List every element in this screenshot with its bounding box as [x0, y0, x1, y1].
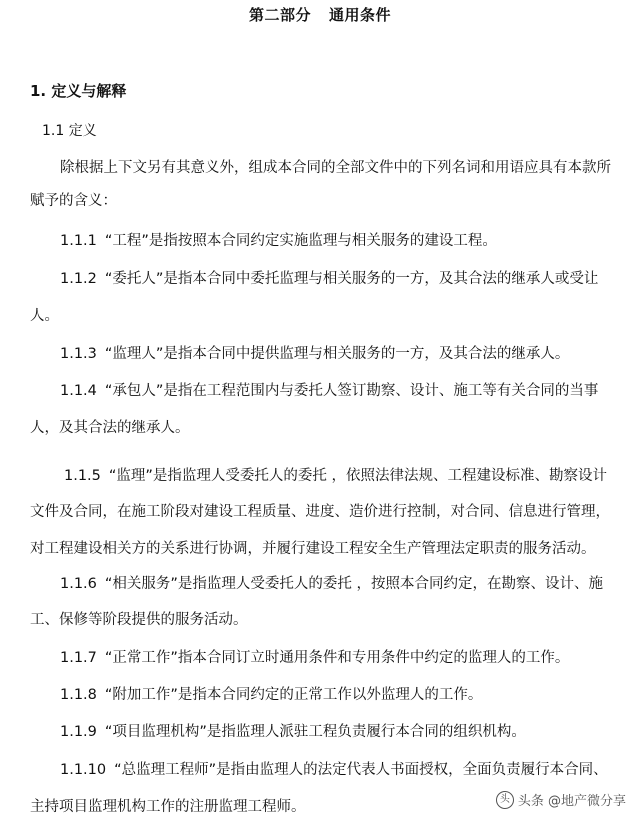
item-number: 1.1.2	[60, 271, 97, 287]
item-text: “工程”是指按照本合同约定实施监理与相关服务的建设工程。	[104, 233, 497, 249]
watermark	[496, 790, 626, 809]
item-number: 1.1.8	[60, 687, 97, 703]
definition-item-2	[60, 267, 598, 288]
part-title: 通用条件	[329, 6, 392, 24]
definition-item-4	[60, 379, 598, 400]
watermark-text: 头条 @地产微分享	[517, 794, 626, 809]
item-number: 1.1.5	[64, 468, 101, 484]
definition-item-5-cont-2: 对工程建设相关方的关系进行协调，并履行建设工程安全生产管理法定职责的服务活动。	[30, 541, 596, 557]
definition-item-10	[60, 758, 608, 779]
item-text: “项目监理机构”是指监理人派驻工程负责履行本合同的组织机构。	[104, 724, 526, 740]
item-text: “总监理工程师”是指由监理人的法定代表人书面授权，全面负责履行本合同、	[114, 762, 608, 778]
item-text: “监理人”是指本合同中提供监理与相关服务的一方，及其合法的继承人。	[104, 346, 570, 362]
item-number: 1.1.9	[60, 724, 97, 740]
item-number: 1.1.7	[60, 650, 97, 666]
headline-logo-icon: 头	[496, 791, 514, 809]
intro-line-1: 除根据上下文另有其意义外，组成本合同的全部文件中的下列名词和用语应具有本款所	[60, 160, 611, 176]
part-heading	[0, 4, 640, 25]
item-number: 1.1.4	[60, 383, 97, 399]
definition-item-9	[60, 720, 526, 741]
definition-item-6-cont: 工、保修等阶段提供的服务活动。	[30, 612, 248, 628]
definition-item-5	[64, 464, 607, 485]
part-number: 第二部分	[248, 6, 311, 24]
item-text: “委托人”是指本合同中委托监理与相关服务的一方，及其合法的继承人或受让	[104, 271, 599, 287]
item-number: 1.1.3	[60, 346, 97, 362]
definition-item-2-cont: 人。	[30, 308, 59, 324]
intro-line-2: 赋予的含义：	[30, 193, 117, 209]
item-text: “附加工作”是指本合同约定的正常工作以外监理人的工作。	[104, 687, 483, 703]
item-text: “正常工作”指本合同订立时通用条件和专用条件中约定的监理人的工作。	[104, 650, 570, 666]
section-title: 1. 定义与解释	[30, 82, 127, 100]
definition-item-6	[60, 572, 603, 593]
item-number: 1.1.10	[60, 762, 107, 778]
definition-item-4-cont: 人，及其合法的继承人。	[30, 420, 190, 436]
definition-item-1	[60, 229, 497, 250]
item-text: “相关服务”是指监理人受委托人的委托 ，按照本合同约定，在勘察、设计、施	[104, 576, 604, 592]
definition-item-10-cont: 主持项目监理机构工作的注册监理工程师。	[30, 799, 306, 815]
definition-item-7	[60, 646, 569, 667]
definition-item-5-cont-1: 文件及合同，在施工阶段对建设工程质量、进度、造价进行控制，对合同、信息进行管理，	[30, 504, 610, 520]
definition-item-8	[60, 683, 482, 704]
subsection-title: 1.1 定义	[42, 123, 97, 139]
item-number: 1.1.1	[60, 233, 97, 249]
item-text: “监理”是指监理人受委托人的委托 ，依照法律法规、工程建设标准、勘察设计	[108, 468, 608, 484]
definition-item-3	[60, 342, 569, 363]
item-text: “承包人”是指在工程范围内与委托人签订勘察、设计、施工等有关合同的当事	[104, 383, 599, 399]
item-number: 1.1.6	[60, 576, 97, 592]
